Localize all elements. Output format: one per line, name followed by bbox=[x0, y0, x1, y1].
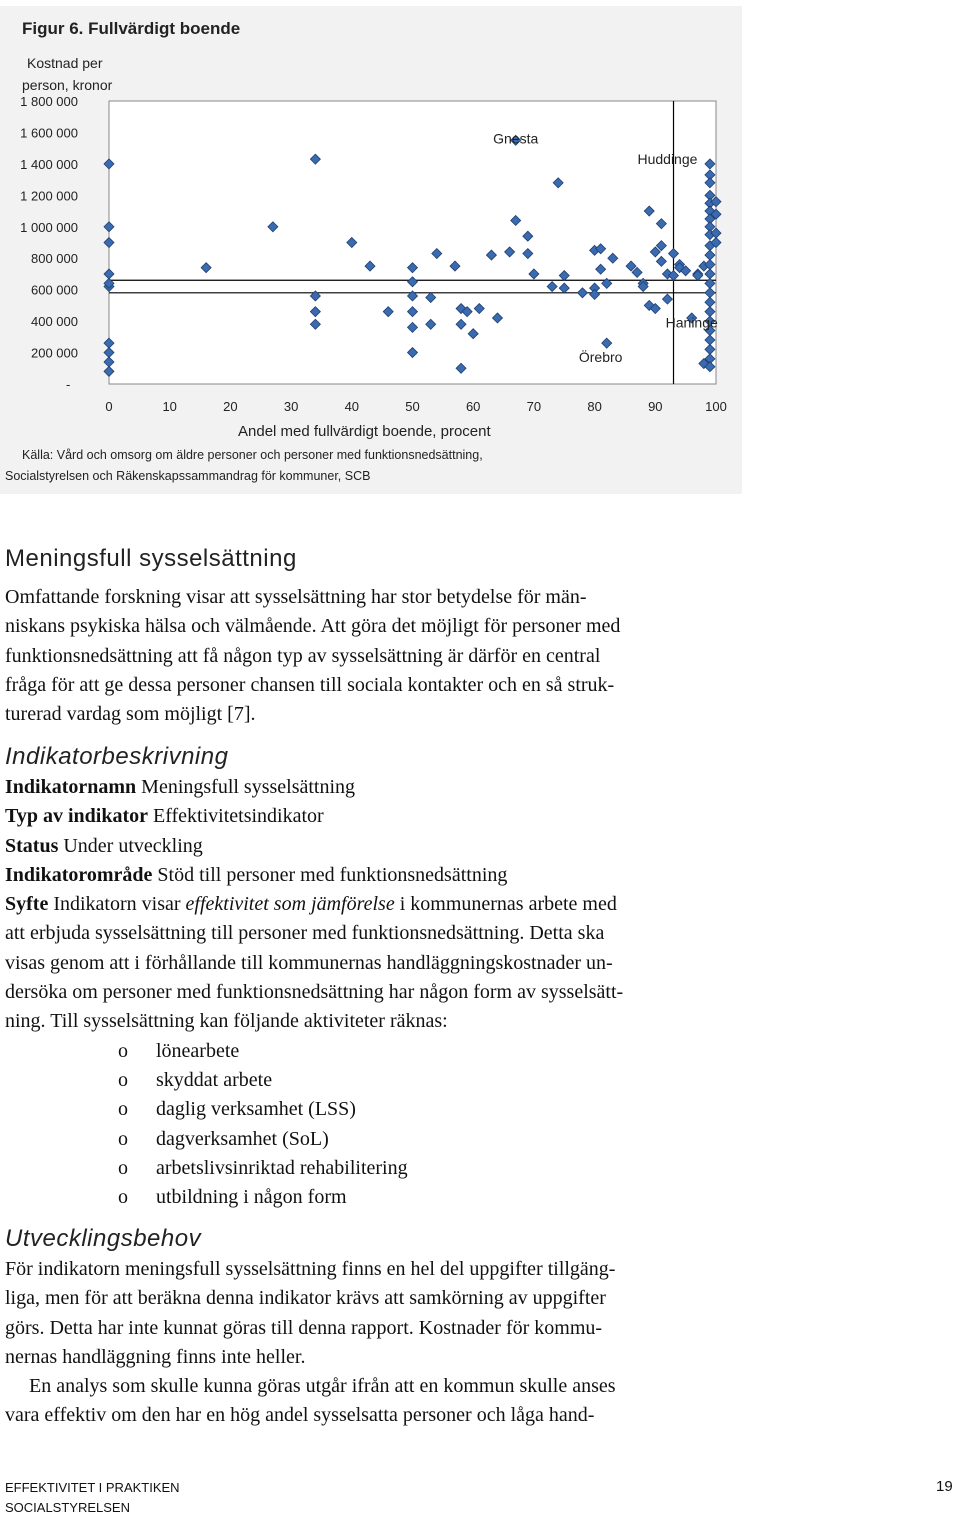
indicator-purpose-label: Syfte bbox=[5, 893, 49, 916]
paragraph-line: liga, men för att beräkna denna indikator krävs att samkörning av uppgifter bbox=[5, 1287, 606, 1310]
indicator-area-label: Indikatorområde bbox=[5, 863, 153, 886]
list-item-text: arbetslivsinriktad rehabilitering bbox=[156, 1156, 408, 1179]
list-item-text: dagverksamhet (SoL) bbox=[156, 1127, 329, 1150]
y-tick-label: 1 600 000 bbox=[20, 125, 78, 141]
paragraph-line: En analys som skulle kunna göras utgår ifrån att en kommun skulle anses bbox=[29, 1375, 616, 1398]
point-annotation: Gnesta bbox=[493, 130, 539, 147]
figure-panel bbox=[0, 6, 742, 494]
indicator-name-label: Indikatornamn bbox=[5, 776, 137, 798]
list-item-text: utbildning i någon form bbox=[156, 1186, 347, 1209]
indicator-type-row bbox=[5, 802, 755, 831]
scatter-chart bbox=[0, 6, 742, 494]
bullet-marker: o bbox=[118, 1068, 128, 1091]
list-item bbox=[5, 1066, 755, 1095]
paragraph-line: vara effektiv om den har en hög andel sysselsatta personer och låga hand- bbox=[5, 1404, 595, 1427]
y-tick-label: 800 000 bbox=[31, 251, 78, 267]
bullet-marker: o bbox=[118, 1098, 128, 1121]
paragraph-line: dersöka om personer med funktionsnedsättning har någon form av sysselsätt- bbox=[5, 981, 624, 1004]
x-tick-label: 90 bbox=[648, 399, 663, 414]
y-tick-label: 1 800 000 bbox=[20, 94, 78, 109]
point-annotation: Örebro bbox=[578, 348, 623, 365]
x-tick-label: 50 bbox=[405, 399, 420, 414]
indicator-purpose-row bbox=[5, 890, 755, 919]
x-tick-label: 80 bbox=[587, 399, 602, 414]
bullet-marker: o bbox=[118, 1186, 128, 1209]
indicator-status-value: Under utveckling bbox=[58, 834, 203, 857]
indicator-purpose-text: Indikatorn visar bbox=[48, 893, 186, 916]
x-tick-label: 0 bbox=[105, 399, 113, 414]
paragraph-line: funktionsnedsättning att få någon typ av sysselsättning är därför en central bbox=[5, 644, 601, 667]
footer-publisher: SOCIALSTYRELSEN bbox=[5, 1500, 130, 1515]
paragraph-line: görs. Detta har inte kunnat göras till denna rapport. Kostnader för kommu- bbox=[5, 1316, 603, 1339]
plot-background bbox=[109, 101, 716, 384]
x-tick-label: 30 bbox=[283, 399, 299, 414]
point-annotation: Huddinge bbox=[637, 150, 698, 167]
indicator-name-value: Meningsfull sysselsättning bbox=[136, 776, 356, 798]
point-annotation: Haninge bbox=[665, 314, 718, 331]
indicator-purpose-italic: effektivitet som jämförelse bbox=[185, 893, 395, 916]
paragraph-line: För indikatorn meningsfull sysselsättning finns en hel del uppgifter tillgäng- bbox=[5, 1258, 616, 1280]
indicator-name-row bbox=[5, 773, 755, 802]
paragraph-line: att erbjuda sysselsättning till personer med funktionsnedsättning. Detta ska bbox=[5, 922, 605, 945]
indicator-purpose-text-after: i kommunernas arbete med bbox=[394, 893, 617, 916]
y-tick-label: - bbox=[66, 377, 71, 392]
x-tick-label: 100 bbox=[705, 399, 727, 414]
indicator-status-row bbox=[5, 832, 755, 861]
indicator-type-label: Typ av indikator bbox=[5, 805, 148, 828]
source-line-1: Källa: Vård och omsorg om äldre personer och personer med funktionsnedsättning, bbox=[22, 448, 483, 462]
indicator-description bbox=[5, 773, 755, 1212]
figure-title: Figur 6. Fullvärdigt boende bbox=[22, 19, 241, 38]
bullet-marker: o bbox=[118, 1127, 128, 1150]
paragraph-line: visas genom att i förhållande till kommunernas handläggningskostnader un- bbox=[5, 951, 613, 974]
page-number: 19 bbox=[936, 1478, 953, 1495]
y-tick-label: 600 000 bbox=[31, 282, 78, 298]
indicator-area-row bbox=[5, 861, 755, 890]
section-heading-development: Utvecklingsbehov bbox=[5, 1225, 202, 1252]
y-tick-label: 400 000 bbox=[31, 314, 78, 330]
list-item bbox=[5, 1154, 755, 1183]
paragraph-line: turerad vardag som möjligt [7]. bbox=[5, 703, 256, 726]
indicator-type-value: Effektivitetsindikator bbox=[148, 805, 324, 828]
y-tick-label: 1 400 000 bbox=[20, 156, 78, 172]
x-tick-label: 70 bbox=[526, 399, 542, 414]
activity-list bbox=[5, 1037, 755, 1213]
paragraph-line: niskans psykiska hälsa och välmående. Att göra det möjligt för personer med bbox=[5, 615, 621, 638]
source-line-2: Socialstyrelsen och Räkenskapssammandrag för kommuner, SCB bbox=[5, 469, 371, 483]
y-tick-label: 1 200 000 bbox=[20, 188, 78, 204]
x-tick-label: 20 bbox=[223, 399, 238, 414]
section-heading-meningsfull: Meningsfull sysselsättning bbox=[5, 545, 297, 572]
y-tick-label: 200 000 bbox=[31, 345, 78, 361]
bullet-marker: o bbox=[118, 1039, 128, 1062]
paragraph-line: Omfattande forskning visar att sysselsättning har stor betydelse för män- bbox=[5, 586, 587, 608]
y-axis-title-line1: Kostnad per bbox=[27, 55, 103, 71]
list-item bbox=[5, 1183, 755, 1212]
section-heading-indicator: Indikatorbeskrivning bbox=[5, 743, 229, 770]
development-text bbox=[5, 1255, 755, 1431]
list-item bbox=[5, 1095, 755, 1124]
x-tick-label: 60 bbox=[465, 399, 481, 414]
x-tick-label: 40 bbox=[344, 399, 360, 414]
y-axis-title-line2: person, kronor bbox=[22, 77, 113, 93]
list-item-text: daglig verksamhet (LSS) bbox=[156, 1098, 356, 1121]
section-intro-paragraph bbox=[5, 583, 755, 729]
indicator-status-label: Status bbox=[5, 834, 59, 857]
bullet-marker: o bbox=[118, 1156, 128, 1179]
list-item bbox=[5, 1037, 755, 1066]
list-item-text: lönearbete bbox=[156, 1039, 240, 1062]
paragraph-line: fråga för att ge dessa personer chansen till sociala kontakter och en så struk- bbox=[5, 673, 615, 696]
footer-publication: EFFEKTIVITET I PRAKTIKEN bbox=[5, 1480, 180, 1495]
list-item-text: skyddat arbete bbox=[156, 1068, 273, 1091]
paragraph-line: ning. Till sysselsättning kan följande aktiviteter räknas: bbox=[5, 1010, 448, 1033]
paragraph-line: nernas handläggning finns inte heller. bbox=[5, 1345, 306, 1368]
y-tick-label: 1 000 000 bbox=[20, 219, 78, 235]
x-tick-label: 10 bbox=[162, 399, 177, 414]
list-item bbox=[5, 1125, 755, 1154]
x-axis-title: Andel med fullvärdigt boende, procent bbox=[238, 423, 491, 440]
indicator-area-value: Stöd till personer med funktionsnedsättning bbox=[152, 863, 508, 886]
plot-area bbox=[20, 94, 727, 414]
